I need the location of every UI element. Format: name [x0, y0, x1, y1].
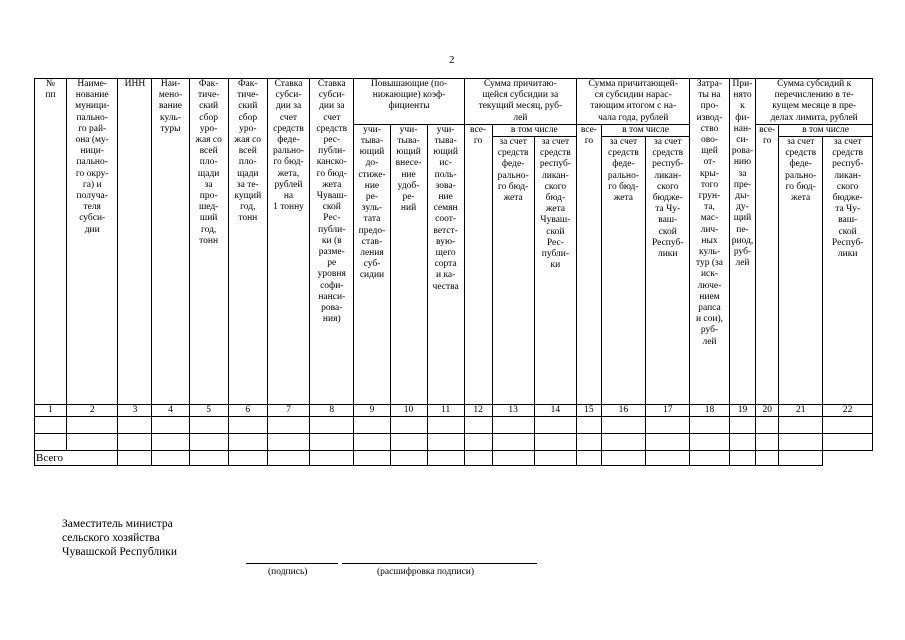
- header-c12: все- го: [464, 124, 492, 404]
- header-c20: все- го: [756, 124, 779, 404]
- signature-position-text: Заместитель министра сельского хозяйства Чувашской Республики: [62, 518, 178, 558]
- header-c18: Затра- ты на про- извод- ство ово- щей от- кры- того грун- та, мас- лич- ных куль- тур (за иск- люче- нием рапса и сои), руб- лей: [690, 79, 729, 405]
- total-row: [35, 451, 873, 466]
- column-number: 3: [118, 405, 152, 417]
- column-number: 16: [601, 405, 645, 417]
- column-number: 14: [534, 405, 576, 417]
- signature-decode-caption: (расшифровка подписи): [377, 567, 474, 577]
- column-number: 1: [35, 405, 67, 417]
- header-c15: все- го: [577, 124, 602, 404]
- header-c13: за счет средств феде- рально- го бюд- жета: [492, 137, 534, 405]
- column-number: 2: [66, 405, 118, 417]
- header-c21: за счет средств феде- рально- го бюд- жета: [779, 137, 823, 405]
- signature-caption: (подпись): [268, 567, 308, 577]
- column-number: 10: [390, 405, 427, 417]
- column-number: 15: [577, 405, 602, 417]
- table-row: [35, 417, 873, 434]
- header-c7: Ставка субси- дии за счет средств феде- рально- го бюд- жета, рублей на 1 тонну: [267, 79, 309, 405]
- header-c8: Ставка субси- дии за счет средств рес- публи- канско- го бюд- жета Чуваш- ской Рес- публи- ки (в разме- ре уровня софи- нанси- рова- ния): [310, 79, 354, 405]
- signature-line: [246, 563, 338, 564]
- signature-position: [62, 517, 177, 559]
- header-month-incl: в том числе: [492, 124, 577, 136]
- header-c14: за счет средств респуб- ликан- ского бюд- жета Чуваш- ской Рес- публи- ки: [534, 137, 576, 405]
- header-c22: за счет средств респуб- ликан- ского бюдже- та Чу- ваш- ской Респуб- лики: [823, 137, 873, 405]
- header-month-sum: Сумма причитаю- щейся субсидии за текущий месяц, руб- лей: [464, 79, 576, 125]
- header-c3: ИНН: [118, 79, 152, 405]
- column-number: 22: [823, 405, 873, 417]
- header-c16: за счет средств феде- рально- го бюд- жета: [601, 137, 645, 405]
- header-c9: учи- тыва- ющий до- стиже- ние ре- зуль- тата предо- став- ления суб- сидии: [354, 124, 390, 404]
- header-c5: Фак- тиче- ский сбор уро- жая со всей пло- щади за про- шед- ший год, тонн: [189, 79, 228, 405]
- header-c4: Наи- мено- вание куль- туры: [152, 79, 189, 405]
- header-c2: Наиме- нование муници- пально- го рай- она (му- ници- пально- го окру- га) и получа- теля субси- дии: [66, 79, 118, 405]
- column-number: 8: [310, 405, 354, 417]
- column-number: 13: [492, 405, 534, 417]
- header-coefficients: Повышающие (по- нижающие) коэф- фициенты: [354, 79, 464, 125]
- signature-decode-line: [342, 563, 537, 564]
- table-row: [35, 434, 873, 451]
- column-number: 17: [646, 405, 690, 417]
- column-number-row: [35, 405, 873, 417]
- column-number: 9: [354, 405, 390, 417]
- header-cumulative-incl: в том числе: [601, 124, 690, 136]
- header-c10: учи- тыва- ющий внесе- ние удоб- ре- ний: [390, 124, 427, 404]
- column-number: 6: [228, 405, 267, 417]
- column-number: 19: [729, 405, 756, 417]
- header-limit-incl: в том числе: [779, 124, 873, 136]
- column-number: 4: [152, 405, 189, 417]
- column-number: 21: [779, 405, 823, 417]
- page-number: 2: [449, 54, 455, 66]
- subsidy-table: [34, 78, 873, 466]
- header-limit-sum: Сумма субсидий к перечислению в те- кущем месяце в пре- делах лимита, рублей: [756, 79, 873, 125]
- column-number: 18: [690, 405, 729, 417]
- column-number: 20: [756, 405, 779, 417]
- header-c17: за счет средств респуб- ликан- ского бюдже- та Чу- ваш- ской Респуб- лики: [646, 137, 690, 405]
- header-c11: учи- тыва- ющий ис- поль- зова- ние семян соот- ветст- вую- щего сорта и ка- чества: [427, 124, 464, 404]
- header-c19: При- нято к фи- нан- си- рова- нию за пре- ды- ду- щий пе- риод, руб- лей: [729, 79, 756, 405]
- header-c1: № пп: [35, 79, 67, 405]
- column-number: 12: [464, 405, 492, 417]
- header-c6: Фак- тиче- ский сбор уро- жая со всей пло- щади за те- кущий год, тонн: [228, 79, 267, 405]
- column-number: 5: [189, 405, 228, 417]
- total-label: Всего: [35, 451, 118, 466]
- header-cumulative-sum: Сумма причитающей- ся субсидии нарас- тающим итогом с на- чала года, рублей: [577, 79, 690, 125]
- column-number: 7: [267, 405, 309, 417]
- column-number: 11: [427, 405, 464, 417]
